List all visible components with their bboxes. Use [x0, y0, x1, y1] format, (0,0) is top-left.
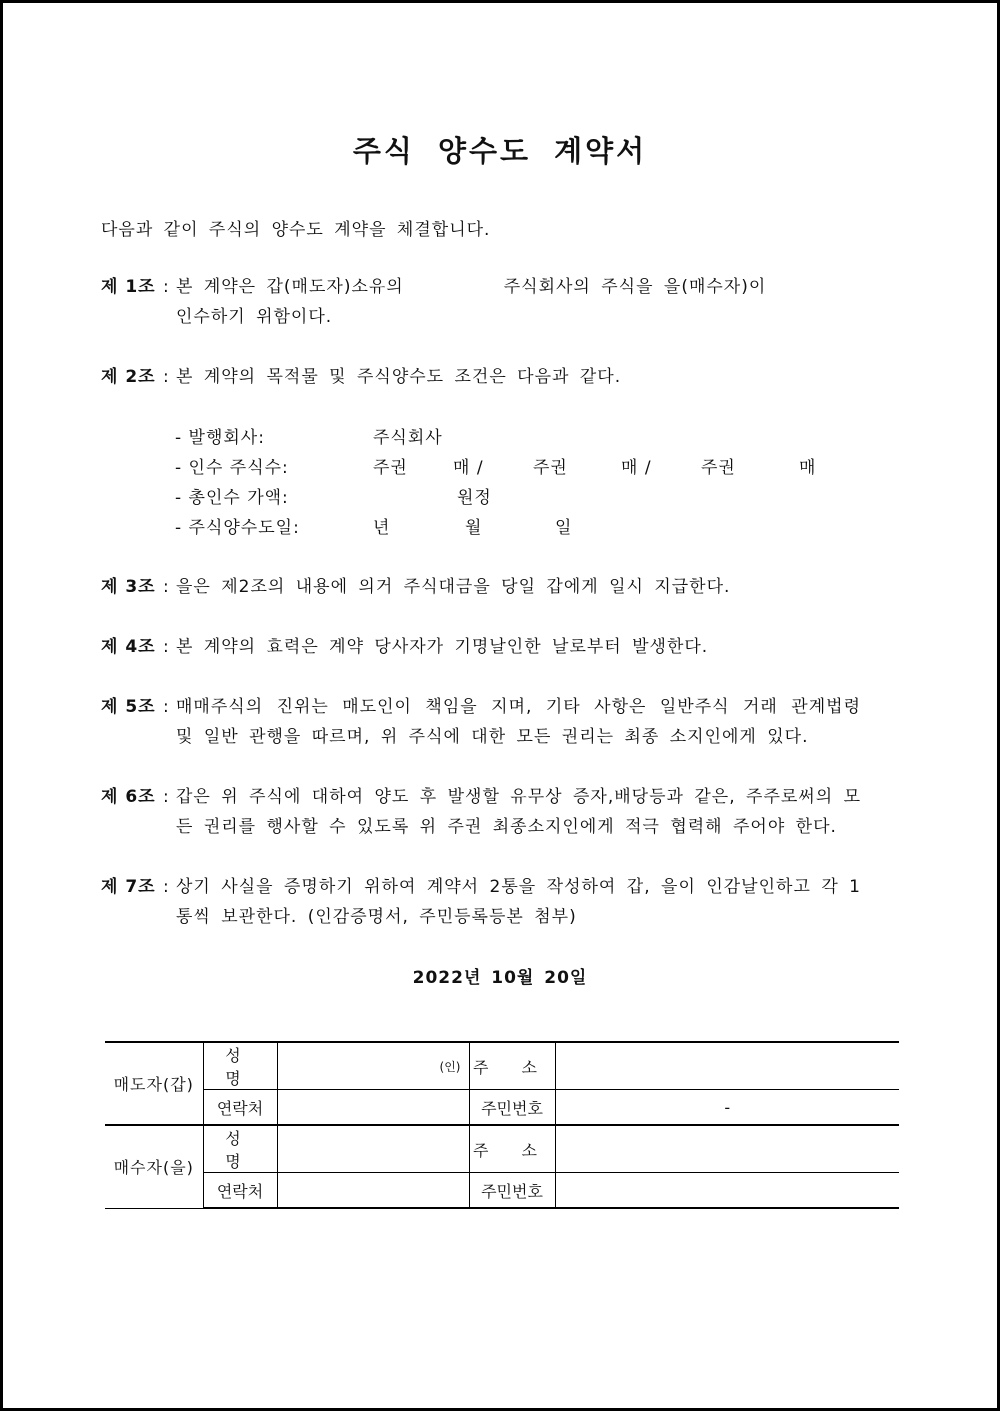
article-heading: 제 3조	[101, 577, 156, 597]
day-label: 일	[555, 518, 573, 538]
article-4	[101, 632, 861, 662]
buyer-id-number-field[interactable]	[555, 1173, 899, 1209]
address-label: 주 소	[469, 1125, 555, 1173]
seller-name-field[interactable]	[277, 1042, 469, 1090]
article-heading: 제 7조	[101, 877, 156, 897]
article-text: 본 계약은 갑(매도자)소유의	[176, 277, 404, 297]
article-7	[101, 872, 861, 932]
date-label: - 주식양수도일:	[175, 518, 300, 538]
article-1	[101, 272, 861, 332]
article-2	[101, 362, 861, 392]
buyer-address-field[interactable]	[555, 1125, 899, 1173]
buyer-contact-row	[105, 1173, 899, 1209]
article-colon: :	[163, 877, 169, 897]
article-heading: 제 2조	[101, 367, 156, 387]
article-heading: 제 5조	[101, 697, 156, 717]
seller-id-number-field[interactable]	[555, 1090, 899, 1126]
contact-label: 연락처	[203, 1173, 277, 1209]
shares-label: - 인수 주식수:	[175, 458, 289, 478]
article-colon: :	[163, 277, 169, 297]
address-label: 주 소	[469, 1042, 555, 1090]
id-number-label: 주민번호	[469, 1173, 555, 1209]
id-dash: -	[724, 1097, 731, 1117]
article-5	[101, 692, 861, 752]
article-colon: :	[163, 637, 169, 657]
issuer-label: - 발행회사:	[175, 428, 265, 448]
article-body	[176, 272, 861, 332]
price-label: - 총인수 가액:	[175, 488, 289, 508]
month-label: 월	[465, 518, 483, 538]
issuer-value: 주식회사	[373, 428, 443, 448]
article-text: 갑은 위 주식에 대하여 양도 후 발생할 유무상 증자,배당등과 같은, 주주로써의 모든 권리를 행사할 수 있도록 위 주권 최종소지인에게 적극 협력해 주어야 한다.	[176, 787, 861, 837]
article-heading: 제 6조	[101, 787, 156, 807]
contact-label: 연락처	[203, 1090, 277, 1126]
id-number-label: 주민번호	[469, 1090, 555, 1126]
buyer-name-field[interactable]	[277, 1125, 469, 1173]
shares-count: 매	[799, 458, 817, 478]
shares-unit: 주권	[533, 458, 568, 478]
seller-address-field[interactable]	[555, 1042, 899, 1090]
buyer-contact-field[interactable]	[277, 1173, 469, 1209]
buyer-label: 매수자(을)	[105, 1125, 203, 1208]
article-3	[101, 572, 861, 602]
article-colon: :	[163, 577, 169, 597]
contract-date: 2022년 10월 20일	[412, 968, 588, 988]
price-unit: 원정	[457, 488, 492, 508]
seller-contact-field[interactable]	[277, 1090, 469, 1126]
buyer-name-row	[105, 1125, 899, 1173]
name-label: 성 명	[203, 1042, 277, 1090]
seller-name-row	[105, 1042, 899, 1090]
article-text: 본 계약의 효력은 계약 당사자가 기명날인한 날로부터 발생한다.	[176, 637, 709, 657]
article-text: 본 계약의 목적물 및 주식양수도 조건은 다음과 같다.	[176, 367, 622, 387]
shares-count: 매 /	[621, 458, 652, 478]
article-text: 상기 사실을 증명하기 위하여 계약서 2통을 작성하여 갑, 을이 인감날인하고 각 1통씩 보관한다. (인감증명서, 주민등록등본 첨부)	[176, 877, 861, 927]
article-heading: 제 4조	[101, 637, 156, 657]
article-text: 주식회사의 주식을 을(매수자)이	[503, 277, 767, 297]
article-colon: :	[163, 367, 169, 387]
shares-count: 매 /	[453, 458, 484, 478]
year-label: 년	[373, 518, 391, 538]
intro-text: 다음과 같이 주식의 양수도 계약을 체결합니다.	[101, 220, 491, 240]
article-text: 인수하기 위함이다.	[176, 307, 333, 327]
shares-unit: 주권	[373, 458, 408, 478]
seller-contact-row	[105, 1090, 899, 1126]
article-heading: 제 1조	[101, 277, 156, 297]
article-text: 매매주식의 진위는 매도인이 책임을 지며, 기타 사항은 일반주식 거래 관계법령 및 일반 관행을 따르며, 위 주식에 대한 모든 권리는 최종 소지인에게 있다.	[176, 697, 861, 747]
seller-label: 매도자(갑)	[105, 1042, 203, 1125]
article-colon: :	[163, 697, 169, 717]
shares-unit: 주권	[701, 458, 736, 478]
name-label: 성 명	[203, 1125, 277, 1173]
page-title: 주식 양수도 계약서	[352, 134, 648, 168]
seal-mark: (인)	[439, 1059, 461, 1074]
signature-table	[105, 1041, 899, 1209]
article-text: 을은 제2조의 내용에 의거 주식대금을 당일 갑에게 일시 지급한다.	[176, 577, 731, 597]
article-colon: :	[163, 787, 169, 807]
article-6	[101, 782, 861, 842]
